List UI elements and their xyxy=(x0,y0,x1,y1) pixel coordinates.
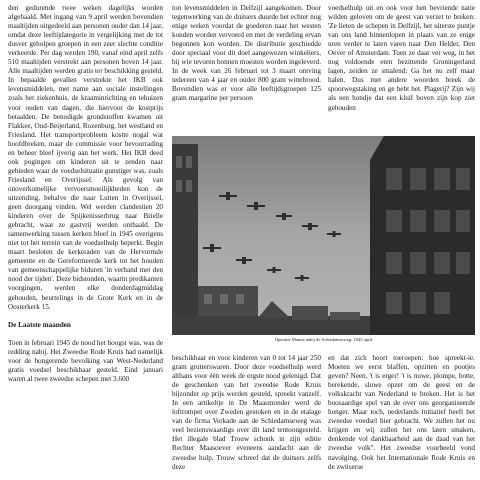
body-paragraph: ton levensmiddelen in Delfzijl aangekomen. Door tegenwerking van de duitsers duurde het echter nog enige weken voordat de goederen naar het westen konden worden vervoerd en met de verdeling ervan begonnen kon worden. De distributie geschiedde door speciaal voor dit doel aangewezen winkeliers, bij wie tevoren bonnen moesten worden ingeleverd. In de week van 26 februari tot 3 maart ontving iedereen van 4 jaar en ouder 800 gram wittebrood. Bovendien was er voor alle leeftijdsgroepen 125 gram margarine per persoon xyxy=(172,4,321,103)
body-paragraph: beschikbaar en voor kinderen van 0 tot 14 jaar 250 gram grutterswaren. Door deze voedselhulp werd althans voor één week de ergste nood gelenigd. Dat de geschenken van het zweedse Rode Kruis bijzonder op prijs werden gesteld, spreekt vanzelf. In een artikeltje in De Maasmonder werd de loftrompet over Zweden gestoken en in de etalage van de firma Verkade aan de Schiedamseweg was veel bezienswaardigs over dit land tentoongesteld. Het illegale blad Trouw schonk in zijn editie Rechter Maasoever eveneens aandacht aan de zweedse hulp. Trouw schreef dat de duitsers zelfs deze xyxy=(172,354,321,471)
text-column-right-top xyxy=(328,4,475,113)
text-column-right-bottom xyxy=(328,354,475,472)
body-paragraph: voedselhulp uit en ook voor hen bevriende natie wilden geloven om de geest van verzet te breken: 'Ze lieten de schepen in Delfzijl, het uiterste puntje van ons land binnenlopen in plaats van ze enige uren verder te laten varen naar Den Helder, Den Oever of Amsterdam. Toen ze daar ver weg, in het nog voldoende eten bezittende Groningerland lagen, zeiden ze smalend: Ga het nu zelf maar halen. Dus met andere woorden breek de spoorwegstaking en ge hebt het. Plagerij? Zijn wij als een hondje dat een kluif boven zijn kop ziet gehouden xyxy=(328,4,475,112)
text-column-middle-bottom xyxy=(172,354,321,472)
body-paragraph: en dat zich hoort toeroepen: hoe spreekt-ie. Moeten we eerst blaffen, opzitten en pootjes geven? Neen, 't is erger! 't is nuwe, plompe, botte, berekende, sluwe opzet om de geest en de volkskracht van Nederland te breken. Het is het boosaardige spel van de over ons georganiseerde honger. Maar toch, nederlands initiatief heeft het zweedse voedsel hier gebracht. We zullen het nu krijgen en wij zullen het ons laten smaken, denkende vol dankbaarheid aan de daad van het zweedse volk''. Het zweedse voorbeeld vond navolging. Ook het Internationale Rode Kruis en de zwitserse xyxy=(328,354,475,471)
building-right xyxy=(370,136,475,335)
historical-photo xyxy=(172,136,475,335)
text-column-left xyxy=(8,4,163,384)
photo-caption: Operatie Manna nabij de Schiedamseweg, 1945 april xyxy=(274,337,373,342)
section-heading: De Laatste maanden xyxy=(8,320,71,329)
body-paragraph: Toen in februari 1945 de nood het hoogst was, was de redding nabij. Het Zweedse Rode Kruis had namelijk voor de hongerende bevolking van West-Nederland gratis voedsel beschikbaar gesteld. Eind januari waren al twee zweedse schepen met 3.600 xyxy=(8,338,163,383)
photo-illustration xyxy=(172,136,475,335)
text-column-middle-top xyxy=(172,4,321,104)
body-paragraph: den gedurende twee weken dagelijks worden afgehaald. Met ingang van 9 april werden bovendien maaltijden uitgedeeld aan personen ouder dan 14 jaar, omdat deze leeftijdategorie in vergelijking met de tot dusver geholpen groepen in een zeer slechte conditie verkeerde. Per dag werden 190, vanaf eind april zelfs 510 maaltijden verstrekt aan personen boven 14 jaar. Alle maaltijden werden gratis ter beschikking gesteld. In bepaalde gevallen verstrekte het IKB ook levensmiddelen, met name aan sociale instellingen zoals het ziekenhuis, de kraaminrichting en tehuizen voor ouden van dagen, die hiervoor de kostprijs betaalden. De benodigde grondstoffen kwamen uit Flakkee, Oud-Beijerland, Rozenburg, het westland en Friesland. Het transportprobleem kostte nogal wat hoofdbreken, maar de commissie voor bevoorrading en beheer bleef ijverig aan het werk. Het IKB deed ook pogingen om kinderen uit te zenden naar gebieden waar de voedselsituatie gunstiger was, zoals Friesland en Overijssel. Als gevolg van onoverkomelijke vervoersmoeilijkheden kon de uitzending, behalve die naar Lutten in Overijssel, geen doorgang vinden. Wel werden clandestien 20 kinderen over de Spijkenisserbrug naar Brielle gebracht, waar ze gastvrij werden onthaald. De samenwerking tussen kerken bleef in 1945 overigens niet tot het terrein van de voedselhulp beperkt. Begin maart besloten de kerkeraden van de Hervormde gemeente en de Gereformeerde kerk tot het houden van gemeenschappelijke biduren 'in verband met den nood der tijden'. Deze bidstonden, waarin predikanten voorgingen, werden elke donderdagmiddag gehouden, beurtelings in de Grote Kerk en in de Oosterkerk 15. xyxy=(8,4,163,311)
